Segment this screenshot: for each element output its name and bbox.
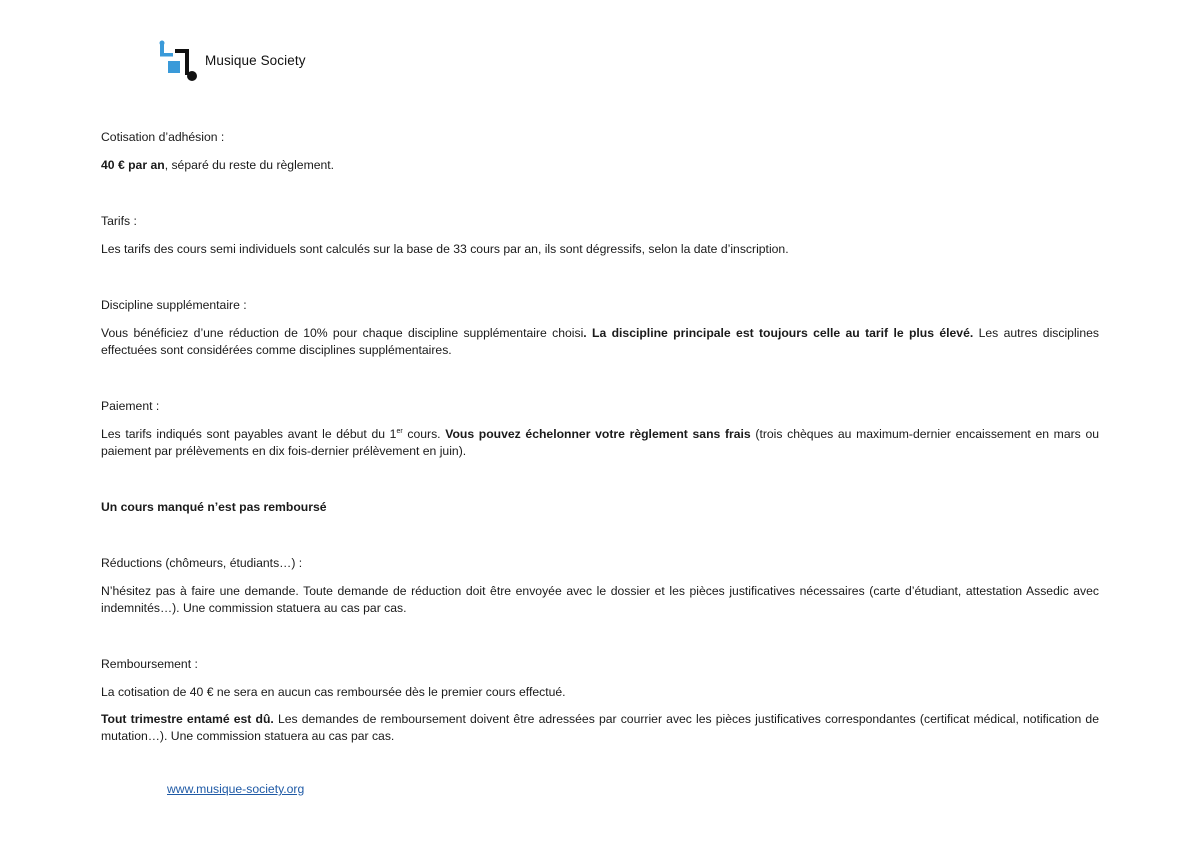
tarifs-paragraph: Les tarifs des cours semi individuels sont calculés sur la base de 33 cours par an, ils sont dégressifs, selon la date d’inscription. [101, 242, 789, 256]
paiement-text-b: cours. [402, 427, 446, 441]
remboursement-bold: Tout trimestre entamé est dû. [101, 712, 274, 726]
cotisation-paragraph [101, 157, 1099, 174]
remboursement-text: Les demandes de remboursement doivent être adressées par courrier avec les pièces justificatives correspondantes (certificat médical, notification de mutation…). Une commission statuera au cas par cas. [101, 712, 1099, 743]
remboursement-paragraph-2 [101, 711, 1099, 745]
document-body [101, 129, 1099, 745]
non-rembourse-notice: Un cours manqué n’est pas remboursé [101, 500, 327, 514]
cotisation-amount: 40 € par an [101, 158, 165, 172]
section-title-reductions: Réductions (chômeurs, étudiants…) : [101, 556, 303, 570]
section-title-remboursement: Remboursement : [101, 657, 198, 671]
section-title-tarifs: Tarifs : [101, 214, 137, 228]
paiement-bold: Vous pouvez échelonner votre règlement sans frais [445, 427, 751, 441]
discipline-text-b: Les autres disciplines effectuées sont considérées comme disciplines supplémentaires. [101, 326, 1100, 357]
reductions-paragraph: N’hésitez pas à faire une demande. Toute demande de réduction doit être envoyée avec le dossier et les pièces justificatives nécessaires (carte d’étudiant, attestation Assedic avec indemnités…). Une commission statuera au cas par cas. [101, 584, 1099, 615]
discipline-text-a: Vous bénéficiez d’une réduction de 10% pour chaque discipline supplémentaire choisi [101, 326, 584, 340]
website-link[interactable]: www.musique-society.org [167, 782, 305, 796]
discipline-paragraph [101, 325, 1099, 359]
paiement-ordinal: er [396, 428, 403, 435]
paiement-paragraph [101, 426, 1099, 460]
remboursement-paragraph-1: La cotisation de 40 € ne sera en aucun cas remboursée dès le premier cours effectué. [101, 685, 566, 699]
section-title-cotisation: Cotisation d’adhésion : [101, 130, 225, 144]
section-title-discipline: Discipline supplémentaire : [101, 298, 247, 312]
discipline-bold: . La discipline principale est toujours celle au tarif le plus élevé. [583, 326, 974, 340]
music-note-logo-icon [158, 40, 202, 84]
header [158, 40, 306, 84]
section-title-paiement: Paiement : [101, 399, 160, 413]
brand-name: Musique Society [205, 53, 306, 68]
paiement-text-a: Les tarifs indiqués sont payables avant le début du 1 [101, 427, 397, 441]
cotisation-text: , séparé du reste du règlement. [164, 158, 335, 172]
paiement-text-c: (trois chèques au maximum-dernier encaissement en mars ou paiement par prélèvements en dix fois-dernier prélèvement en juin). [101, 427, 1099, 458]
